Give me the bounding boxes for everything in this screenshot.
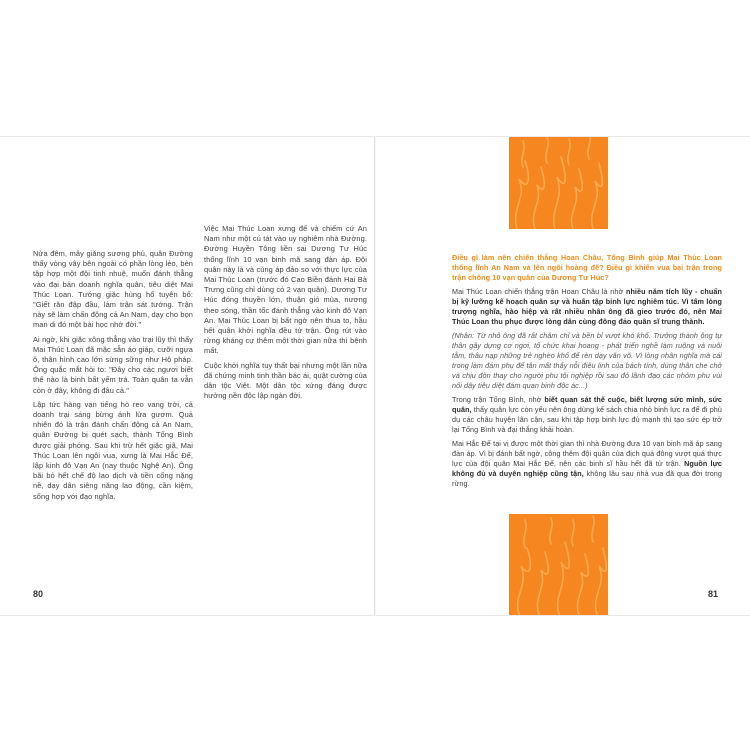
page-number-left: 80 xyxy=(33,589,44,599)
paragraph xyxy=(452,395,722,435)
text-run: Trong trận Tống Bình, nhờ xyxy=(452,395,545,404)
paragraph xyxy=(452,287,722,327)
text-run: không lâu sau nhà vua đã qua đời trong rừng. xyxy=(452,469,722,488)
book-spread xyxy=(0,136,750,616)
left-page-column-2 xyxy=(204,224,367,405)
flame-pattern-top xyxy=(509,137,608,229)
bold-text: nhiều năm tích lũy - chuẩn bị kỹ lưỡng kế hoạch quân sự và huấn tập binh lực nghiêm túc. Vì tấm lòng trượng nghĩa, hào hiệp và rất nhiều nhân ông đã gieo trước đó, nên Mai Thúc Loan thu phục được lòng dân cùng đông đảo quân sĩ trung thành. xyxy=(452,287,722,326)
right-page-column xyxy=(452,253,722,493)
paragraph: Nửa đêm, mây giăng sương phủ, quân Đường thấy vòng vây bên ngoài có phần lỏng lẻo, bèn tập hợp một đội tinh nhuệ, muốn đánh thẳng vào đại bản doanh nghĩa quân, tiêu diệt Mai Thúc Loan. Tướng giặc hùng hổ tuyên bố: "Giết răn đập đầu, làm trận sát tướng. Trận này sẽ làm chấn động cả An Nam, dạy cho bọn man di đó một bài học nhớ đời." xyxy=(33,249,193,330)
text-run: Mai Hắc Đế tại vị được một thời gian thì nhà Đường đưa 10 vạn binh mã áp sang đàn áp. Vì bị đánh bất ngờ, công thêm đội quân của địch quá đông vượt quá thực lực của đội quân Mai Hắc Đế, nên các binh sĩ hầu hết đã tử trận. xyxy=(452,439,722,468)
bold-text: biết quan sát thế cuộc, biết lượng sức mình, sức quân, xyxy=(452,395,722,414)
paragraph: Việc Mai Thúc Loan xưng đế và chiếm cứ An Nam như một cú tát vào uy nghiêm nhà Đường. Đường Huyền Tông liền sai Dương Tư Húc thống lĩnh 10 vạn binh mã sang đàn áp. Đội quân này là và cùng áp đảo so với thực lực của Mai Thúc Loan (trước đó Cao Biền đánh Hai Bà Trưng cũng chỉ dùng có 2 vạn quân). Dương Tư Húc đóng thuyền lớn, thuận gió mùa, nương theo sóng, thần tốc đánh thẳng vào kinh đô Vạn An. Mai Thúc Loan bị bất ngờ nên thua to, hầu hết quân khởi nghĩa đều tử trận. Ông rút vào rừng kháng cự thêm một thời gian nữa thì bệnh mất. xyxy=(204,224,367,356)
paragraph: Cuộc khởi nghĩa tuy thất bại nhưng một lần nữa đã chứng minh tinh thần bác ái, quật cường của dân tộc Việt. Một dân tộc xứng đáng được hưởng nền độc lập ngàn đời. xyxy=(204,360,367,401)
paragraph xyxy=(452,439,722,489)
note-paragraph: (Nhân: Từ nhỏ ông đã rất chăm chỉ và bền bỉ vượt khó khổ. Trưởng thành ông tự thân gây dựng cơ ngơi, tổ chức khai hoang - phát triển nghề làm ruộng và nuôi tằm, thâu nạp những trẻ nghèo khổ để rèn dạy văn võ. Vì lòng nhân nghĩa mà cái trong làm đám phụ để tân mất thấy nỗi điêu linh của bách tính, dùng thân che chở và chịu đòn thay cho người phu tội nghiệp rồi sau đó lãnh đạo các nhóm phu vùi nổi dậy tiêu diệt đám quan binh độc ác...) xyxy=(452,331,722,390)
paragraph: Ai ngờ, khi giặc xông thẳng vào trại lũy thì thấy Mai Thúc Loan đã mặc sẵn áo giáp, cưỡi ngựa ô, thân hình cao lớn sừng sững như Hộ pháp. Ông quắc mắt hỏi to: "Đây cho các ngươi biết thế nào là binh bất yếm trá. Toàn quân ta vẫn còn ở đây, không đi đâu cả." xyxy=(33,334,193,395)
page-gutter xyxy=(374,137,376,615)
left-page-column-1 xyxy=(33,249,193,506)
page-number-right: 81 xyxy=(708,589,719,599)
bold-text: Nguồn lực không đủ và duyên nghiệp cũng tận, xyxy=(452,459,722,478)
paragraph: Lập tức hàng vạn tiếng hò reo vang trời, cả doanh trại sáng bừng ánh lửa gươm. Quả nhiên đó là trận đánh chấn động cả An Nam, quân Đường bị quét sạch, thành Tống Bình được giải phóng. Sau khi trừ hết giặc giã, Mai Thúc Loan lên ngôi vua, xưng là Mai Hắc Đế, lập kinh đô Vạn An (nay thuộc Nghệ An). Ông bãi bỏ hết chế độ lao dịch và tiền cống nặng nề, dạy dân siêng năng lao động, cần kiệm, sống hợp với đạo nghĩa. xyxy=(33,399,193,501)
text-run: thấy quân lực còn yếu nên ông dùng kế sách chia nhỏ binh lực ra để đi phủ dụ các châu huyện lân cận, sau khi tập hợp binh lực đủ mạnh thì tạo sức ép trở lại Tống Bình và đại thắng khải hoàn. xyxy=(452,405,722,434)
section-question: Điều gì làm nên chiến thắng Hoan Châu, Tống Bình giúp Mai Thúc Loan thống lĩnh An Nam và lên ngôi hoàng đế? Điều gì khiến vua bại trận trong trận chống 10 vạn quân của Dương Tư Húc? xyxy=(452,253,722,282)
flame-pattern-bottom xyxy=(509,514,608,615)
text-run: Mai Thúc Loan chiến thắng trận Hoan Châu là nhờ xyxy=(452,287,626,296)
